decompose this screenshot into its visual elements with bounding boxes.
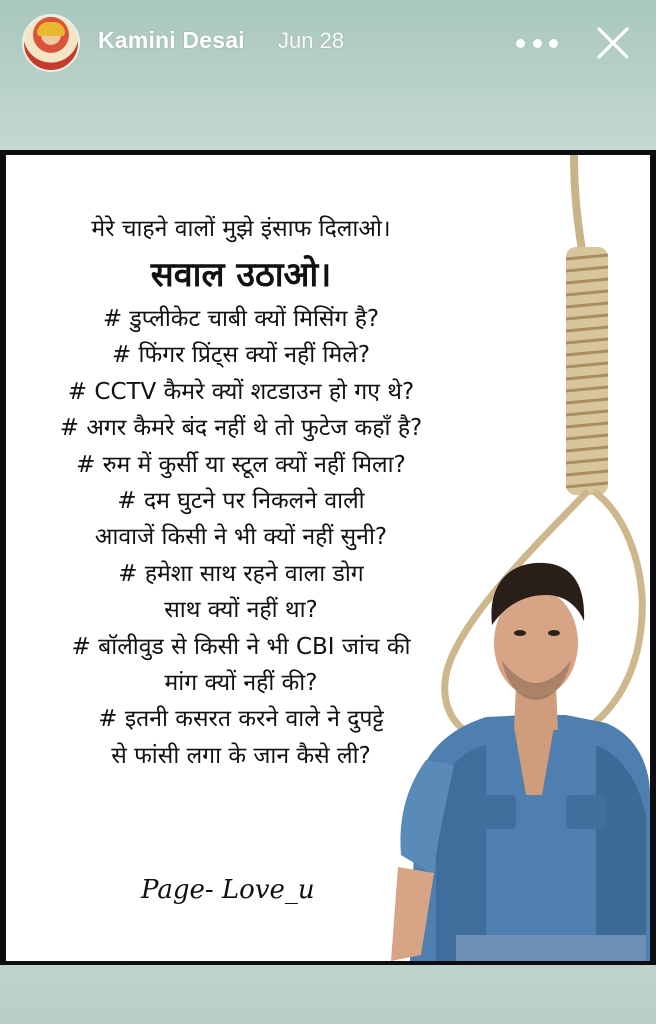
question-line: मांग क्यों नहीं की? <box>164 670 318 697</box>
question-line: साथ क्यों नहीं था? <box>164 597 318 624</box>
post-image <box>0 150 656 965</box>
poem-text <box>6 215 476 774</box>
page-signature: Page- Love_u <box>141 875 315 905</box>
rope-coil <box>566 247 608 495</box>
question-line: # अगर कैमरे बंद नहीं थे तो फुटेज कहाँ है? <box>59 415 423 442</box>
question-line: # दम घुटने पर निकलने वाली <box>117 488 365 515</box>
question-line: # फिंगर प्रिंट्स क्यों नहीं मिले? <box>111 342 371 369</box>
username[interactable]: Kamini Desai <box>98 27 245 53</box>
question-line: # रुम में कुर्सी या स्टूल क्यों नहीं मिला? <box>76 451 406 478</box>
question-line: # CCTV कैमरे क्यों शटडाउन हो गए थे? <box>67 378 415 405</box>
story-header <box>0 0 656 90</box>
question-line: # डुप्लीकेट चाबी क्यों मिसिंग है? <box>102 306 380 332</box>
post-date: Jun 28 <box>278 28 345 53</box>
post-card <box>6 155 650 961</box>
headline: सवाल उठाओ। <box>150 255 332 295</box>
question-line: # हमेशा साथ रहने वाला डोग <box>118 560 364 587</box>
question-line: से फांसी लगा के जान कैसे ली? <box>111 742 371 769</box>
close-icon[interactable] <box>596 26 630 60</box>
profile-avatar[interactable] <box>22 14 80 72</box>
question-line: # बॉलीवुड से किसी ने भी CBI जांच की <box>71 633 411 660</box>
question-line: # इतनी कसरत करने वाले ने दुपट्टे <box>98 706 384 733</box>
question-line: आवाजें किसी ने भी क्यों नहीं सुनी? <box>94 524 388 551</box>
more-dots-icon[interactable] <box>516 30 558 56</box>
intro-line: मेरे चाहने वालों मुझे इंसाफ दिलाओ। <box>91 216 391 242</box>
